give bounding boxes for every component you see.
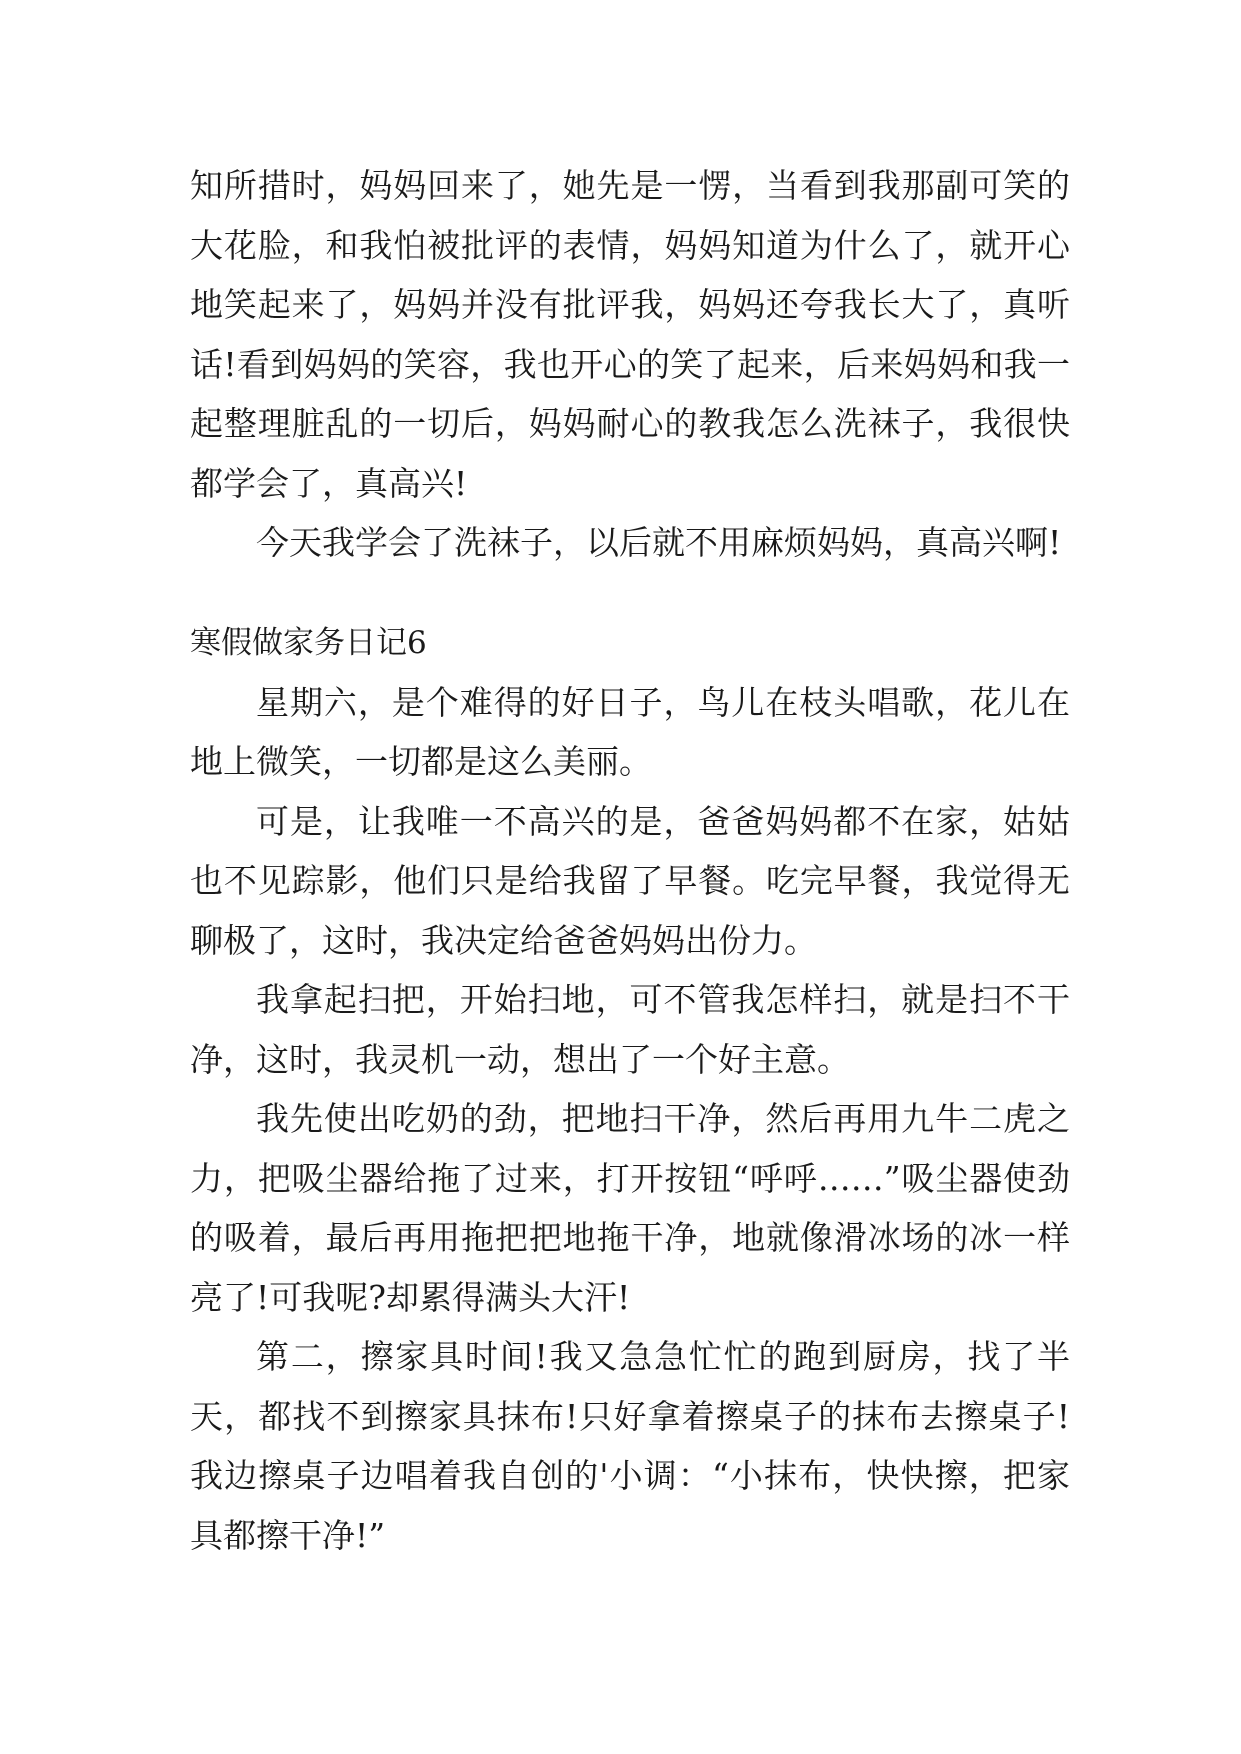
paragraph: 我拿起扫把，开始扫地，可不管我怎样扫，就是扫不干净，这时，我灵机一动，想出了一个好主意。: [190, 980, 1070, 1079]
paragraph-continued: 知所措时，妈妈回来了，她先是一愣，当看到我那副可笑的大花脸，和我怕被批评的表情，妈妈知道为什么了，就开心地笑起来了，妈妈并没有批评我，妈妈还夸我长大了，真听话!看到妈妈的笑容，我也开心的笑了起来，后来妈妈和我一起整理脏乱的一切后，妈妈耐心的教我怎么洗袜子，我很快都学会了，真高兴!: [190, 166, 1070, 503]
paragraph: 星期六，是个难得的好日子，鸟儿在枝头唱歌，花儿在地上微笑，一切都是这么美丽。: [190, 682, 1070, 781]
paragraph: 可是，让我唯一不高兴的是，爸爸妈妈都不在家，姑姑也不见踪影，他们只是给我留了早餐。吃完早餐，我觉得无聊极了，这时，我决定给爸爸妈妈出份力。: [190, 801, 1070, 960]
document-body: [190, 156, 1070, 1565]
section-heading: 寒假做家务日记6: [190, 624, 427, 661]
paragraph: 今天我学会了洗袜子，以后就不用麻烦妈妈，真高兴啊!: [256, 523, 1062, 562]
paragraph: 我先使出吃奶的劲，把地扫干净，然后再用九牛二虎之力，把吸尘器给拖了过来，打开按钮“呼呼……”吸尘器使劲的吸着，最后再用拖把把地拖干净，地就像滑冰场的冰一样亮了!可我呢?却累得满头大汗!: [190, 1099, 1070, 1317]
paragraph: 第二，擦家具时间!我又急急忙忙的跑到厨房，找了半天，都找不到擦家具抹布!只好拿着擦桌子的抹布去擦桌子!我边擦桌子边唱着我自创的'小调：“小抹布，快快擦，把家具都擦干净!”: [190, 1337, 1070, 1555]
